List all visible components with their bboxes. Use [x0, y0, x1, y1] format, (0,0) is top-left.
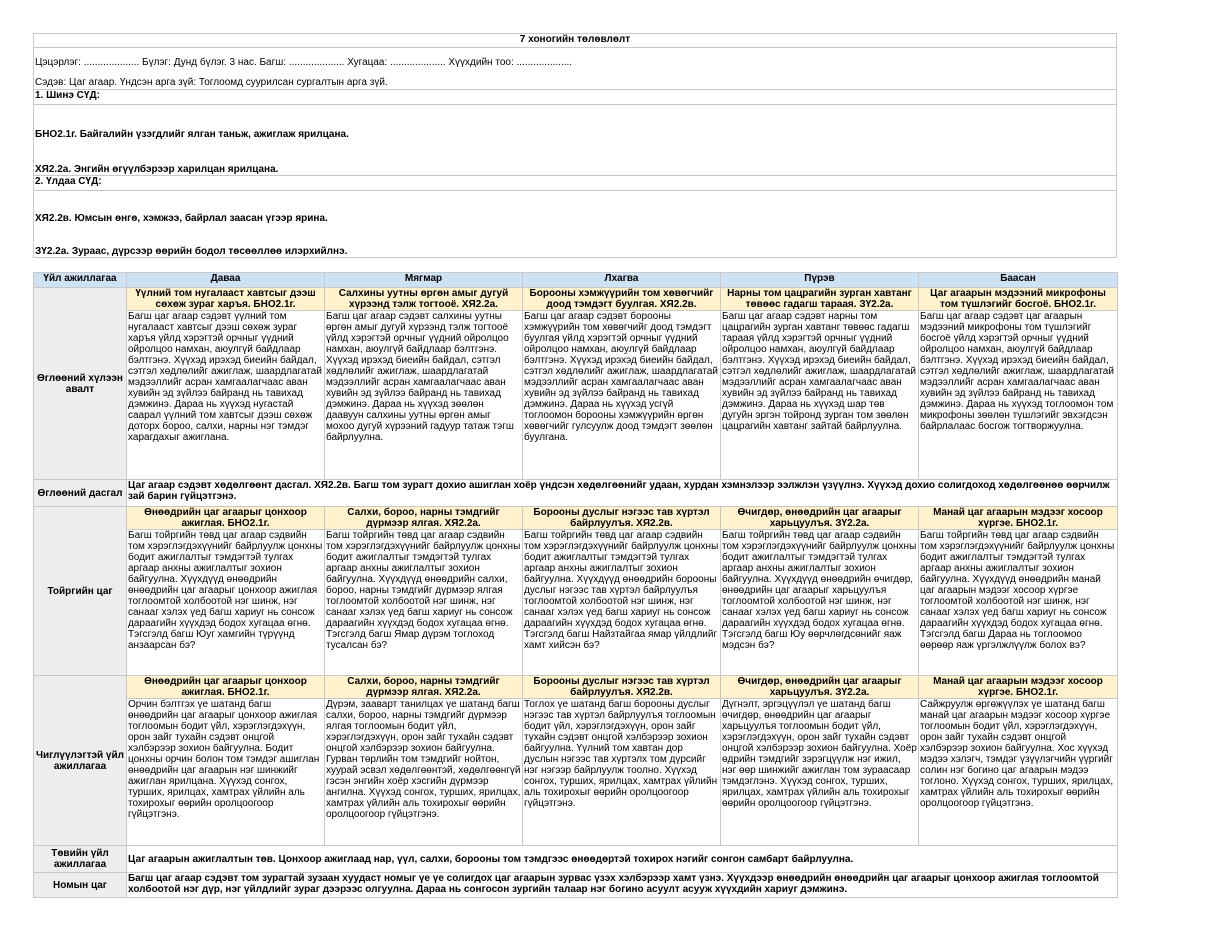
center-text: Цаг агаарын ажиглалтын төв. Цонхоор ажиглаад нар, үүл, салхи, борооны том тэмдгээс өнөөдөртэй тохирох нэгийг сонгон самбарт байрлуулна. [127, 846, 1118, 873]
directed-desc-wednesday: Тоглох үе шатанд багш борооны дуслыг нэгээс тав хүртэл байрлуулъя тоглоомын бодит үйл, хэрэглэгдэхүүн, орон зайг тухайн сэдэвт онцгой хэлбэрээр зохион байгуулна. Үүлний том хавтан дор дуслын нэгээс тав хүртэлх том дүрсийг нэг нэгээр байрлуулж тоолно. Хүүхэд сонгох, турших, ярилцах, хамтрах үйлийн аль тохирохыг өөрийн оролцоогоор гүйцэтгэнэ. [523, 699, 721, 846]
directed-activity-thursday: Өчигдөр, өнөөдрийн цаг агаарыг харьцуулъя. ЗҮ2.2а. [721, 676, 919, 699]
row-label-morning: Өглөөний хүлээн авалт [34, 288, 127, 480]
directed-desc-tuesday: Дүрэм, зааварт танилцах үе шатанд багш салхи, бороо, нарны тэмдгийг дүрмээр ялгая тоглоомын бодит үйл, хэрэглэгдэхүүн, орон зайг тухайн сэдэвт онцгой хэлбэрээр зохион байгуулна. Гурван төрлийн том тэмдгийг нойтон, хуурай эсвэл хөдөлгөөнтэй, хөдөлгөөнгүй гэсэн энгийн хоёр хэсгийн дүрмээр ангилна. Хүүхэд сонгох, турших, ярилцах, хамтрах үйлийн аль тохирохыг өөрийн оролцоогоор гүйцэтгэнэ. [325, 699, 523, 846]
plan-title: 7 хоногийн төлөвлөлт [34, 34, 1117, 48]
exercise-text: Цаг агаар сэдэвт хөдөлгөөнт дасгал. ХЯ2.2в. Багш том зурагт дохио ашиглан хоёр үндсэн хөдөлгөөнийг удаан, хурдан хэмнэлээр ээлжлэн үзүүлнэ. Хүүхэд дохио солигдоход хөдөлгөөнөө өөрчилж зай барин гүйцэтгэнэ. [127, 480, 1118, 507]
new-goal-2: ХЯ2.2а. Энгийн өгүүлбэрээр харилцан ярилцана. [35, 164, 279, 175]
circle-desc-thursday: Багш тойргийн төвд цаг агаар сэдвийн том хэрэглэгдэхүүнийг байрлуулж цонхны бодит ажиглалтыг тэмдэгтэй тулгах аргаар анхны ажиглалтыг зохион байгуулна. Хүүхдүүд өнөөдрийн өчигдөр, өнөөдрийн цаг агаарыг харьцуулъя тоглоомтой холбоотой нэг шинж, нэг санааг хэлэх үед багш хариуг нь сонсож дараагийн хүүхдэд бодох хугацаа өгнө. Тэгсгэлд багш Юу өөрчлөгдсөнийг яаж мэдсэн бэ? [721, 530, 919, 676]
reading-text: Багш цаг агаар сэдэвт том зурагтай зузаан хуудаст номыг үе үе солигдох цаг агаарын зурвас үзэх хэлбэрээр хамт үзнэ. Хүүхдээр өнөөдрийн өнөөдрийн цаг агаарыг цонхоор ажиглая тоглоомтой холбоотой нэг дүр, нэг үйлдлийг зураг дээрээс олгуулна. Дараа нь сонгосон зургийн талаар нэг богино асуулт асууж хүүхдийн хариуг дэмжинэ. [127, 873, 1118, 898]
day-header-monday: Даваа [127, 273, 325, 288]
circle-activity-friday: Манай цаг агаарын мэдээг хосоор хүргэе. БНО2.1г. [919, 507, 1118, 530]
directed-activity-tuesday: Салхи, бороо, нарны тэмдгийг дүрмээр ялгая. ХЯ2.2а. [325, 676, 523, 699]
directed-activity-monday: Өнөөдрийн цаг агаарыг цонхоор ажиглая. БНО2.1г. [127, 676, 325, 699]
plan-header-table [33, 33, 1117, 258]
day-header-friday: Баасан [919, 273, 1118, 288]
day-header-thursday: Пүрэв [721, 273, 919, 288]
continuing-goal-2: ЗҮ2.2а. Зураас, дүрсээр өөрийн бодол төсөөллөө илэрхийлнэ. [35, 246, 348, 257]
circle-desc-wednesday: Багш тойргийн төвд цаг агаар сэдвийн том хэрэглэгдэхүүнийг байрлуулж цонхны бодит ажиглалтыг тэмдэгтэй тулгах аргаар анхны ажиглалтыг зохион байгуулна. Хүүхдүүд өнөөдрийн борооны дуслыг нэгээс тав хүртэл байрлуулъя тоглоомтой холбоотой нэг шинж, нэг санааг хэлэх үед багш хариуг нь сонсож дараагийн хүүхдэд бодох хугацаа өгнө. Тэгсгэлд багш Найзтайгаа ямар үйлдлийг хамт хийсэн бэ? [523, 530, 721, 676]
info-line-1: Цэцэрлэг: .................... Бүлэг: Дунд бүлэг. 3 нас. Багш: .................... Хугацаа: .................... Хүүхдийн тоо: .................... [35, 57, 573, 68]
continuing-goals-list [34, 191, 1117, 258]
circle-desc-monday: Багш тойргийн төвд цаг агаар сэдвийн том хэрэглэгдэхүүнийг байрлуулж цонхны бодит ажиглалтыг тэмдэгтэй тулгах аргаар анхны ажиглалтыг зохион байгуулна. Хүүхдүүд өнөөдрийн өнөөдрийн цаг агаарыг цонхоор ажиглая тоглоомтой холбоотой нэг шинж, нэг санааг хэлэх үед багш хариуг нь сонсож дараагийн хүүхдэд бодох хугацаа өгнө. Тэгсгэлд багш Юуг хамгийн түрүүнд анзаарсан бэ? [127, 530, 325, 676]
morning-activity-wednesday: Бороо​ны хэмжүүрийн том хөвөгчийг доод тэмдэгт буулгая. ХЯ2.2в. [523, 288, 721, 311]
morning-desc-friday: Багш цаг агаар сэдэвт цаг агаарын мэдээний микрофоны том түшлэгийг босгоё үйлд хэрэгтэй орчныг үүдний ойролцоо намхан, аюулгүй байдлаар бэлтгэнэ. Хүүхэд ирэхэд биеийн байдал, сэтгэл хөдлөлийг ажиглаж, шаардлагатай мэдээллийг асран хамгаалагчаас аван хувийн эд зүйлээ байранд нь тавихад дэмжинэ. Дараа нь хүүхэд тоглоомон том микрофоны зөөлөн түшлэгийг эвхэгдсэн байрлалаас босгож тогтворжуулна. [919, 311, 1118, 480]
new-goal-1: БНО2.1г. Байгалийн үзэгдлийг ялган таньж, ажиглаж ярилцана. [35, 129, 349, 140]
info-line-2: Сэдэв: Цаг агаар. Үндсэн арга зүй: Тоглоомд суурилсан сургалтын арга зүй. [35, 77, 388, 88]
circle-activity-monday: Өнөөдрийн цаг агаарыг цонхоор ажиглая. БНО2.1г. [127, 507, 325, 530]
lesson-plan-sheet [33, 33, 1117, 898]
directed-activity-wednesday: Борооны дуслыг нэгээс тав хүртэл байрлуулъя. ХЯ2.2в. [523, 676, 721, 699]
activity-column-header: Үйл ажиллагаа [34, 273, 127, 288]
row-label-directed: Чиглүүлэгтэй үйл ажиллагаа [34, 676, 127, 846]
morning-desc-thursday: Багш цаг агаар сэдэвт нарны том цацрагийн зурган хавтанг төвөөс гадагш тараая үйлд хэрэгтэй орчныг үүдний ойролцоо намхан, аюулгүй байдлаар бэлтгэнэ. Хүүхэд ирэхэд биеийн байдал, сэтгэл хөдлөлийг ажиглаж, шаардлагатай мэдээллийг асран хамгаалагчаас аван хувийн эд зүйлээ байранд нь тавихад дэмжинэ. Дараа нь хүүхэд шар төв дугуйн эргэн тойронд зурган том зөөлөн цацрагийн хавтанг зайтай байрлуулна. [721, 311, 919, 480]
weekly-schedule-table [33, 272, 1118, 898]
row-label-center: Төвийн үйл ажиллагаа [34, 846, 127, 873]
day-header-tuesday: Мягмар [325, 273, 523, 288]
new-goals-heading: 1. Шинэ СҮД: [34, 90, 1117, 105]
morning-desc-tuesday: Багш цаг агаар сэдэвт салхины уутны өргөн амыг дугуй хүрээнд тэлж тогтооё үйлд хэрэгтэй орчныг үүдний ойролцоо намхан, аюулгүй байдлаар бэлтгэнэ. Хүүхэд ирэхэд биеийн байдал, сэтгэл хөдлөлийг ажиглаж, шаардлагатай мэдээллийг асран хамгаалагчаас аван хувийн эд зүйлээ байранд нь тавихад дэмжинэ. Дараа нь хүүхэд зөөлөн даавуун салхины уутны өргөн амыг мохоо дугуй хүрээний гадуур татаж тэгш байрлуулна. [325, 311, 523, 480]
circle-activity-wednesday: Борооны дуслыг нэгээс тав хүртэл байрлуулъя. ХЯ2.2в. [523, 507, 721, 530]
morning-desc-monday: Багш цаг агаар сэдэвт үүлний том нугалааст хавтсыг дээш сөхөж зураг харъя үйлд хэрэгтэй орчныг үүдний ойролцоо намхан, аюулгүй байдлаар бэлтгэнэ. Хүүхэд ирэхэд биеийн байдал, сэтгэл хөдлөлийг ажиглаж, шаардлагатай мэдээллийг асран хамгаалагчаас аван хувийн эд зүйлээ байранд нь тавихад дэмжинэ. Дараа нь хүүхэд нугастай саарал үүлний том хавтсыг дээш сөхөж доторх бороо, салхи, нарны нэг тэмдэг харагдахыг ажиглана. [127, 311, 325, 480]
row-label-reading: Номын цаг [34, 873, 127, 898]
plan-info [34, 48, 1117, 90]
row-label-circle: Тойргийн цаг [34, 507, 127, 676]
day-header-wednesday: Лхагва [523, 273, 721, 288]
circle-activity-thursday: Өчигдөр, өнөөдрийн цаг агаарыг харьцуулъя. ЗҮ2.2а. [721, 507, 919, 530]
morning-desc-wednesday: Багш цаг агаар сэдэвт борооны хэмжүүрийн том хөвөгчийг доод тэмдэгт буулгая үйлд хэрэгтэй орчныг үүдний ойролцоо намхан, аюулгүй байдлаар бэлтгэнэ. Хүүхэд ирэхэд биеийн байдал, сэтгэл хөдлөлийг ажиглаж, шаардлагатай мэдээллийг асран хамгаалагчаас аван хувийн эд зүйлээ байранд нь тавихад дэмжинэ. Дараа нь хүүхэд усгүй тоглоомон борооны хэмжүүрийн өргөн хөвөгчийг гулсуулж доод тэмдэгт зөөлөн буулгана. [523, 311, 721, 480]
continuing-goals-heading: 2. Үлдаа СҮД: [34, 176, 1117, 191]
circle-desc-friday: Багш тойргийн төвд цаг агаар сэдвийн том хэрэглэгдэхүүнийг байрлуулж цонхны бодит ажиглалтыг тэмдэгтэй тулгах аргаар анхны ажиглалтыг зохион байгуулна. Хүүхдүүд өнөөдрийн манай цаг агаарын мэдээг хосоор хүргэе тоглоомтой холбоотой нэг шинж, нэг санааг хэлэх үед багш хариуг нь сонсож дараагийн хүүхдэд бодох хугацаа өгнө. Тэгсгэлд багш Дараа нь тоглоомоо өөрөөр яаж үргэлжлүүлж болох вэ? [919, 530, 1118, 676]
new-goals-list [34, 105, 1117, 176]
directed-desc-monday: Орчин бэлтгэх үе шатанд багш өнөөдрийн цаг агаарыг цонхоор ажиглая тоглоомын бодит үйл, хэрэглэгдэхүүн, орон зайг тухайн сэдэвт онцгой хэлбэрээр зохион байгуулна. Бодит цонхны орчин болон том тэмдэг ашиглан өнөөдрийн цаг агаарын нэг шинжийг ажиглан ярилцана. Хүүхэд сонгох, турших, ярилцах, хамтрах үйлийн аль тохирохыг өөрийн оролцоогоор гүйцэтгэнэ. [127, 699, 325, 846]
circle-desc-tuesday: Багш тойргийн төвд цаг агаар сэдвийн том хэрэглэгдэхүүнийг байрлуулж цонхны бодит ажиглалтыг тэмдэгтэй тулгах аргаар анхны ажиглалтыг зохион байгуулна. Хүүхдүүд өнөөдрийн салхи, бороо, нарны тэмдгийг дүрмээр ялгая тоглоомтой холбоотой нэг шинж, нэг санааг хэлэх үед багш хариуг нь сонсож дараагийн хүүхдэд бодох хугацаа өгнө. Тэгсгэлд багш Ямар дүрэм тоглоход тусалсан бэ? [325, 530, 523, 676]
morning-activity-friday: Цаг агаарын мэдээний микрофоны том түшлэгийг босгоё. БНО2.1г. [919, 288, 1118, 311]
row-label-exercise: Өглөөний дасгал [34, 480, 127, 507]
morning-activity-monday: Үүлний том нугалааст хавтсыг дээш сөхөж зураг харъя. БНО2.1г. [127, 288, 325, 311]
morning-activity-thursday: Нарны том цацрагийн зурган хавтанг төвөөс гадагш тараая. ЗҮ2.2а. [721, 288, 919, 311]
circle-activity-tuesday: Салхи, бороо, нарны тэмдгийг дүрмээр ялгая. ХЯ2.2а. [325, 507, 523, 530]
directed-desc-thursday: Дүгнэлт, эргэцүүлэл үе шатанд багш өчигдөр, өнөөдрийн цаг агаарыг харьцуулъя тоглоомын бодит үйл, хэрэглэгдэхүүн, орон зайг тухайн сэдэвт онцгой хэлбэрээр зохион байгуулна. Хоёр өдрийн тэмдгийг зэрэгцүүлж нэг ижил, нэг өөр шинжийг ажиглан том зураасаар тэмдэглэнэ. Хүүхэд сонгох, турших, ярилцах, хамтрах үйлийн аль тохирохыг өөрийн оролцоогоор гүйцэтгэнэ. [721, 699, 919, 846]
morning-activity-tuesday: Салхины уутны өргөн амыг дугуй хүрээнд тэлж тогтооё. ХЯ2.2а. [325, 288, 523, 311]
directed-desc-friday: Сайжруулж өргөжүүлэх үе шатанд багш манай цаг агаарын мэдээг хосоор хүргэе тоглоомын бодит үйл, хэрэглэгдэхүүн, орон зайг тухайн сэдэвт онцгой хэлбэрээр зохион байгуулна. Хос хүүхэд мэдээ хэлэгч, тэмдэг үзүүлэгчийн үүргийг солин нэг богино цаг агаарын мэдээ тоглоно. Хүүхэд сонгох, турших, ярилцах, хамтрах үйлийн аль тохирохыг өөрийн оролцоогоор гүйцэтгэнэ. [919, 699, 1118, 846]
continuing-goal-1: ХЯ2.2в. Юмсын өнгө, хэмжээ, байрлал заасан үгээр ярина. [35, 213, 328, 224]
directed-activity-friday: Манай цаг агаарын мэдээг хосоор хүргэе. БНО2.1г. [919, 676, 1118, 699]
